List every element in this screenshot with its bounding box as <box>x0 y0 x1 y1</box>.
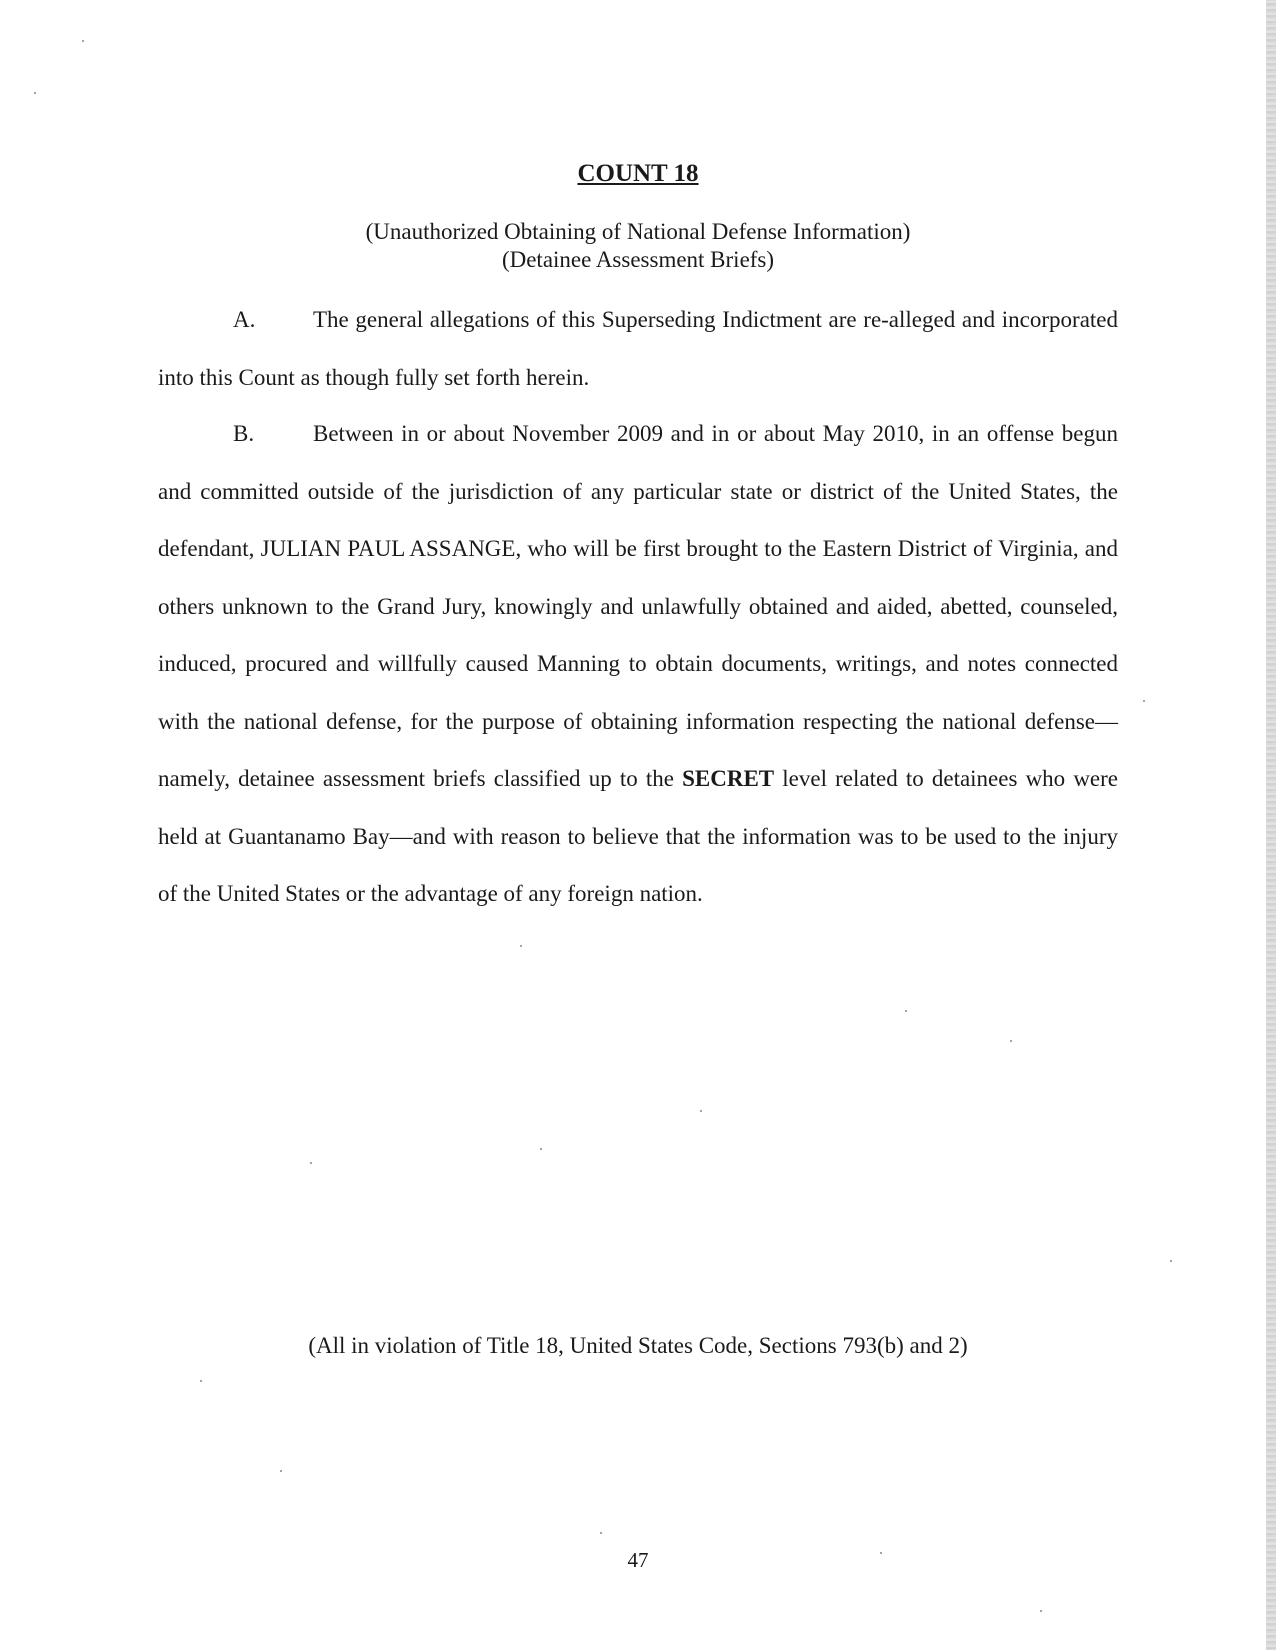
scan-speck <box>1143 700 1145 702</box>
page-number: 47 <box>627 1548 649 1572</box>
scan-speck <box>520 945 522 947</box>
scan-speck <box>310 1162 312 1164</box>
scan-speck <box>200 1380 202 1382</box>
paragraph-b-text-continued: level related to detainees who were held at Guantanamo Bay—and with reason to believe that the information was to be used to the injury of the United States or the advantage of any foreign nation. <box>158 766 1119 906</box>
paragraph-b <box>158 405 1118 923</box>
scan-speck <box>540 1148 542 1150</box>
classification-emphasis: SECRET <box>682 766 775 791</box>
scan-speck <box>34 92 36 94</box>
scan-speck <box>600 1532 602 1534</box>
scan-speck <box>905 1010 907 1012</box>
statute-citation: (All in violation of Title 18, United States Code, Sections 793(b) and 2) <box>308 1333 968 1358</box>
scan-speck <box>280 1470 282 1472</box>
paragraph-a-text: The general allegations of this Superseding Indictment are re-alleged and incorporated into this Count as though fully set forth herein. <box>158 307 1118 390</box>
count-subtitle-topic: (Detainee Assessment Briefs) <box>501 247 775 272</box>
scan-speck <box>82 40 84 42</box>
scan-speck <box>1010 1040 1012 1042</box>
scan-speck <box>1170 1260 1172 1262</box>
paragraph-b-marker: B. <box>233 421 255 446</box>
paragraph-a-marker: A. <box>233 307 256 332</box>
scan-speck <box>700 1110 702 1112</box>
count-title: COUNT 18 <box>577 160 699 187</box>
count-heading <box>0 160 1276 188</box>
paragraph-b-text: Between in or about November 2009 and in or about May 2010, in an offense begun and committed outside of the jurisdiction of any particular state or district of the United States, the defendant, JULIAN PAUL ASSANGE, who will be first brought to the Eastern District of Virginia, and others unknown to the Grand Jury, knowingly and unlawfully obtained and aided, abetted, counseled, induced, procured and willfully caused Manning to obtain documents, writings, and notes connected with the national defense, for the purpose of obtaining information respecting the national defense—namely, detainee assessment briefs classified up to the <box>158 421 1118 791</box>
scan-speck <box>1040 1610 1042 1612</box>
scan-speck <box>880 1552 882 1554</box>
count-subtitle-offense: (Unauthorized Obtaining of National Defense Information) <box>365 219 911 244</box>
paragraph-a <box>158 291 1118 406</box>
